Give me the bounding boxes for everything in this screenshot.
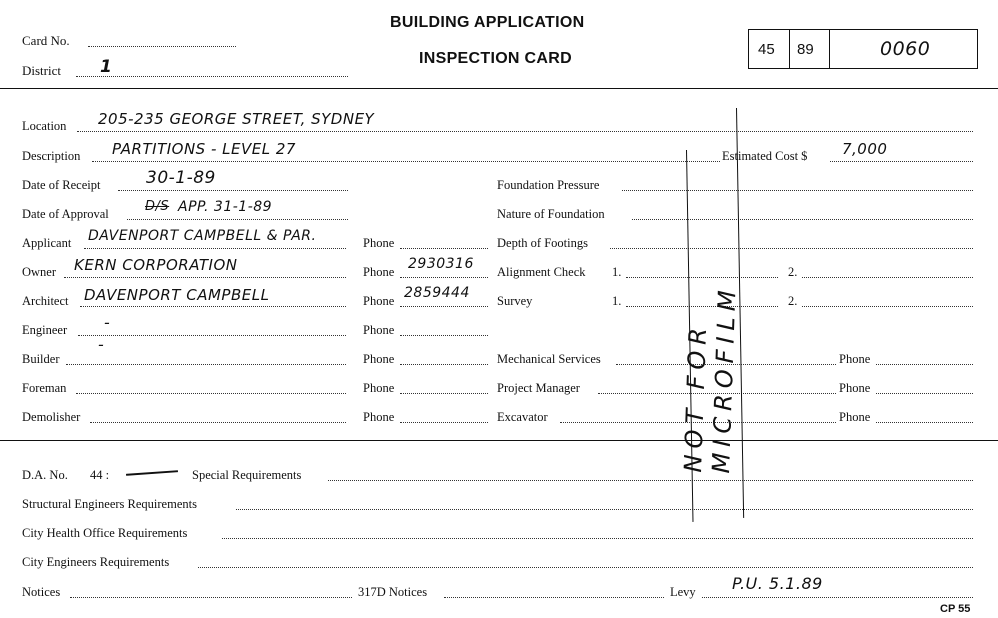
owner-value: KERN CORPORATION	[74, 256, 238, 274]
structural-line	[236, 509, 973, 510]
estimated-cost-label: Estimated Cost $	[722, 149, 808, 163]
card-no-line	[88, 46, 236, 47]
city-health-line	[222, 538, 973, 539]
mechanical-services-phone-line	[876, 364, 973, 365]
demolisher-line	[90, 422, 346, 423]
alignment-check-line-2	[802, 277, 973, 278]
alignment-check-n1: 1.	[612, 265, 622, 279]
location-label: Location	[22, 119, 67, 133]
notices-317d-label: 317D Notices	[358, 585, 428, 599]
applicant-label: Applicant	[22, 236, 72, 250]
survey-line-2	[802, 306, 973, 307]
engineer-value: -	[104, 313, 111, 332]
da-no-label: D.A. No.	[22, 468, 68, 482]
survey-n1: 1.	[612, 294, 622, 308]
location-value: 205-235 GEORGE STREET, SYDNEY	[98, 110, 375, 128]
date-of-approval-label: Date of Approval	[22, 207, 109, 221]
engineer-phone-line	[400, 335, 488, 336]
foreman-label: Foreman	[22, 381, 67, 395]
nature-of-foundation-label: Nature of Foundation	[497, 207, 605, 221]
levy-line	[702, 597, 973, 598]
applicant-phone-label: Phone	[363, 236, 395, 250]
ref-part-3: 0060	[880, 38, 931, 60]
builder-label: Builder	[22, 352, 60, 366]
city-engineers-line	[198, 567, 973, 568]
builder-phone-line	[400, 364, 488, 365]
foundation-pressure-line	[622, 190, 973, 191]
demolisher-phone-label: Phone	[363, 410, 395, 424]
engineer-phone-label: Phone	[363, 323, 395, 337]
ref-part-2: 89	[797, 41, 814, 58]
ref-part-1: 45	[758, 41, 775, 58]
estimated-cost-line	[830, 161, 973, 162]
date-of-receipt-line	[118, 190, 348, 191]
district-line	[76, 76, 348, 77]
demolisher-label: Demolisher	[22, 410, 81, 424]
levy-label: Levy	[670, 585, 696, 599]
owner-phone-line	[400, 277, 488, 278]
date-of-receipt-value: 30-1-89	[146, 168, 216, 188]
district-label: District	[22, 63, 61, 78]
excavator-phone-line	[876, 422, 973, 423]
demolisher-phone-line	[400, 422, 488, 423]
mechanical-services-label: Mechanical Services	[497, 352, 601, 366]
project-manager-phone-line	[876, 393, 973, 394]
architect-line	[80, 306, 346, 307]
form-subtitle: INSPECTION CARD	[419, 50, 572, 67]
depth-of-footings-label: Depth of Footings	[497, 236, 588, 250]
date-of-receipt-label: Date of Receipt	[22, 178, 101, 192]
builder-value: -	[98, 335, 105, 354]
notices-317d-line	[444, 597, 664, 598]
applicant-line	[84, 248, 346, 249]
owner-phone-label: Phone	[363, 265, 395, 279]
depth-of-footings-line	[610, 248, 973, 249]
owner-phone-value: 2930316	[408, 256, 474, 272]
levy-value: P.U. 5.1.89	[732, 574, 823, 593]
notices-line	[70, 597, 352, 598]
form-code: CP 55	[940, 603, 971, 615]
card-no-label: Card No.	[22, 33, 70, 48]
excavator-label: Excavator	[497, 410, 548, 424]
owner-label: Owner	[22, 265, 57, 279]
reference-box	[748, 29, 978, 69]
foreman-phone-line	[400, 393, 488, 394]
form-title: BUILDING APPLICATION	[390, 14, 585, 31]
mechanical-services-phone-label: Phone	[839, 352, 871, 366]
architect-value: DAVENPORT CAMPBELL	[84, 286, 270, 304]
builder-phone-label: Phone	[363, 352, 395, 366]
builder-line	[66, 364, 346, 365]
description-value: PARTITIONS - LEVEL 27	[112, 140, 296, 158]
project-manager-phone-label: Phone	[839, 381, 871, 395]
location-line	[77, 131, 973, 132]
architect-phone-line	[400, 306, 488, 307]
alignment-check-n2: 2.	[788, 265, 798, 279]
city-engineers-label: City Engineers Requirements	[22, 555, 170, 569]
survey-n2: 2.	[788, 294, 798, 308]
foreman-line	[76, 393, 346, 394]
structural-label: Structural Engineers Requirements	[22, 497, 197, 511]
special-requirements-line	[328, 480, 973, 481]
date-of-approval-struck: D/S	[145, 199, 170, 214]
da-no-value: 44 :	[90, 468, 110, 482]
owner-line	[64, 277, 346, 278]
alignment-check-label: Alignment Check	[497, 265, 586, 279]
date-of-approval-value: APP. 31-1-89	[178, 199, 273, 215]
architect-phone-label: Phone	[363, 294, 395, 308]
not-for-microfilm-stamp: NOT FOR MICROFILM	[679, 283, 742, 474]
engineer-line	[78, 335, 346, 336]
foundation-pressure-label: Foundation Pressure	[497, 178, 600, 192]
top-divider	[0, 88, 998, 89]
city-health-label: City Health Office Requirements	[22, 526, 188, 540]
district-value: 1	[100, 57, 113, 77]
engineer-label: Engineer	[22, 323, 68, 337]
survey-label: Survey	[497, 294, 533, 308]
excavator-phone-label: Phone	[839, 410, 871, 424]
project-manager-label: Project Manager	[497, 381, 580, 395]
architect-phone-value: 2859444	[404, 285, 470, 301]
nature-of-foundation-line	[632, 219, 973, 220]
estimated-cost-value: 7,000	[842, 140, 888, 158]
middle-divider	[0, 440, 998, 441]
description-label: Description	[22, 149, 81, 163]
da-no-dash	[126, 470, 178, 476]
date-of-approval-line	[127, 219, 348, 220]
foreman-phone-label: Phone	[363, 381, 395, 395]
special-requirements-label: Special Requirements	[192, 468, 302, 482]
notices-label: Notices	[22, 585, 61, 599]
applicant-phone-line	[400, 248, 488, 249]
applicant-value: DAVENPORT CAMPBELL & PAR.	[88, 228, 317, 244]
architect-label: Architect	[22, 294, 69, 308]
description-line	[92, 161, 720, 162]
